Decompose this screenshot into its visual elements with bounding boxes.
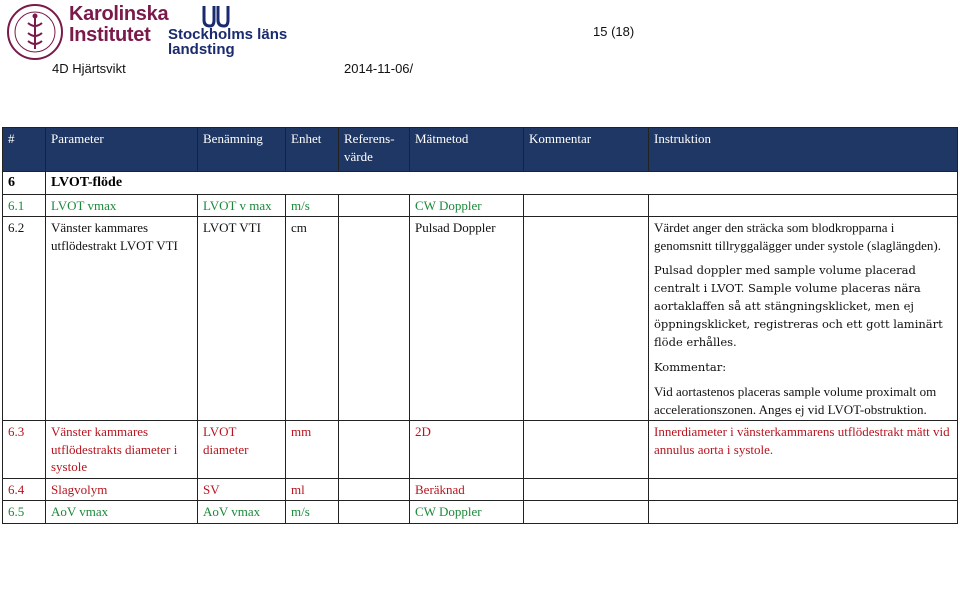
parameter-table	[2, 127, 958, 524]
section-number: 6	[3, 172, 46, 195]
column-header-matmetod: Mätmetod	[410, 128, 524, 172]
row-parameter: AoV vmax	[46, 501, 198, 524]
row-referens	[339, 501, 410, 524]
column-header-benamning: Benämning	[198, 128, 286, 172]
instruction-paragraph: Pulsad doppler med sample volume placerad centralt i LVOT. Sample volume placeras nära aortaklaffen så att stängningsklicket, men ej öppningsklicket, registreras och ett gott laminärt flöde erhålles.	[654, 263, 943, 349]
row-benamning: AoV vmax	[198, 501, 286, 524]
row-num: 6.5	[3, 501, 46, 524]
section-title: LVOT-flöde	[46, 172, 958, 195]
row-enhet: m/s	[286, 501, 339, 524]
column-header-kommentar: Kommentar	[524, 128, 649, 172]
row-kommentar	[524, 501, 649, 524]
row-num: 6.4	[3, 478, 46, 501]
row-benamning: LVOT diameter	[198, 421, 286, 479]
table-row	[3, 217, 958, 421]
row-kommentar	[524, 478, 649, 501]
column-header-enhet: Enhet	[286, 128, 339, 172]
row-matmetod: Beräknad	[410, 478, 524, 501]
row-instruktion	[649, 217, 958, 421]
table-row	[3, 421, 958, 479]
section-row	[3, 172, 958, 195]
row-matmetod: Pulsad Doppler	[410, 217, 524, 421]
instruction-paragraph: Vid aortastenos placeras sample volume proximalt om accelerationszonen. Anges ej vid LVOT-obstruktion.	[654, 384, 937, 417]
column-header-referensvarde: Referens-värde	[339, 128, 410, 172]
row-num: 6.1	[3, 194, 46, 217]
row-parameter: LVOT vmax	[46, 194, 198, 217]
row-referens	[339, 478, 410, 501]
sll-logo-text: Stockholms läns landsting	[168, 26, 288, 58]
row-kommentar	[524, 194, 649, 217]
table-row	[3, 478, 958, 501]
row-benamning: LVOT VTI	[198, 217, 286, 421]
row-matmetod: CW Doppler	[410, 501, 524, 524]
row-kommentar	[524, 217, 649, 421]
table-row	[3, 501, 958, 524]
column-header-instruktion: Instruktion	[649, 128, 958, 172]
row-referens	[339, 217, 410, 421]
row-enhet: cm	[286, 217, 339, 421]
karolinska-logo-text: Karolinska Institutet	[69, 3, 169, 46]
row-enhet: m/s	[286, 194, 339, 217]
row-referens	[339, 194, 410, 217]
page-number: 15 (18)	[593, 24, 635, 39]
row-num: 6.2	[3, 217, 46, 421]
row-enhet: mm	[286, 421, 339, 479]
row-parameter: Slagvolym	[46, 478, 198, 501]
row-instruktion: Innerdiameter i vänsterkammarens utflödestrakt mätt vid annulus aorta i systole.	[649, 421, 958, 479]
row-matmetod: CW Doppler	[410, 194, 524, 217]
row-referens	[339, 421, 410, 479]
page-header	[0, 0, 960, 82]
karolinska-seal-icon	[6, 3, 64, 61]
table-header-row	[3, 128, 958, 172]
table-row	[3, 194, 958, 217]
row-kommentar	[524, 421, 649, 479]
row-instruktion	[649, 194, 958, 217]
instruction-paragraph: Värdet anger den sträcka som blodkropparna i genomsnitt tillryggalägger under systole (slaglängden).	[654, 220, 942, 253]
column-header-num: #	[3, 128, 46, 172]
document-title: 4D Hjärtsvikt	[52, 61, 126, 76]
row-num: 6.3	[3, 421, 46, 479]
row-enhet: ml	[286, 478, 339, 501]
column-header-parameter: Parameter	[46, 128, 198, 172]
row-benamning: SV	[198, 478, 286, 501]
row-parameter: Vänster kammares utflödestrakt LVOT VTI	[46, 217, 198, 421]
document-date: 2014-11-06/	[344, 61, 414, 76]
instruction-comment-label: Kommentar:	[654, 360, 727, 374]
row-instruktion	[649, 478, 958, 501]
row-parameter: Vänster kammares utflödestrakts diameter i systole	[46, 421, 198, 479]
row-benamning: LVOT v max	[198, 194, 286, 217]
row-matmetod: 2D	[410, 421, 524, 479]
row-instruktion	[649, 501, 958, 524]
